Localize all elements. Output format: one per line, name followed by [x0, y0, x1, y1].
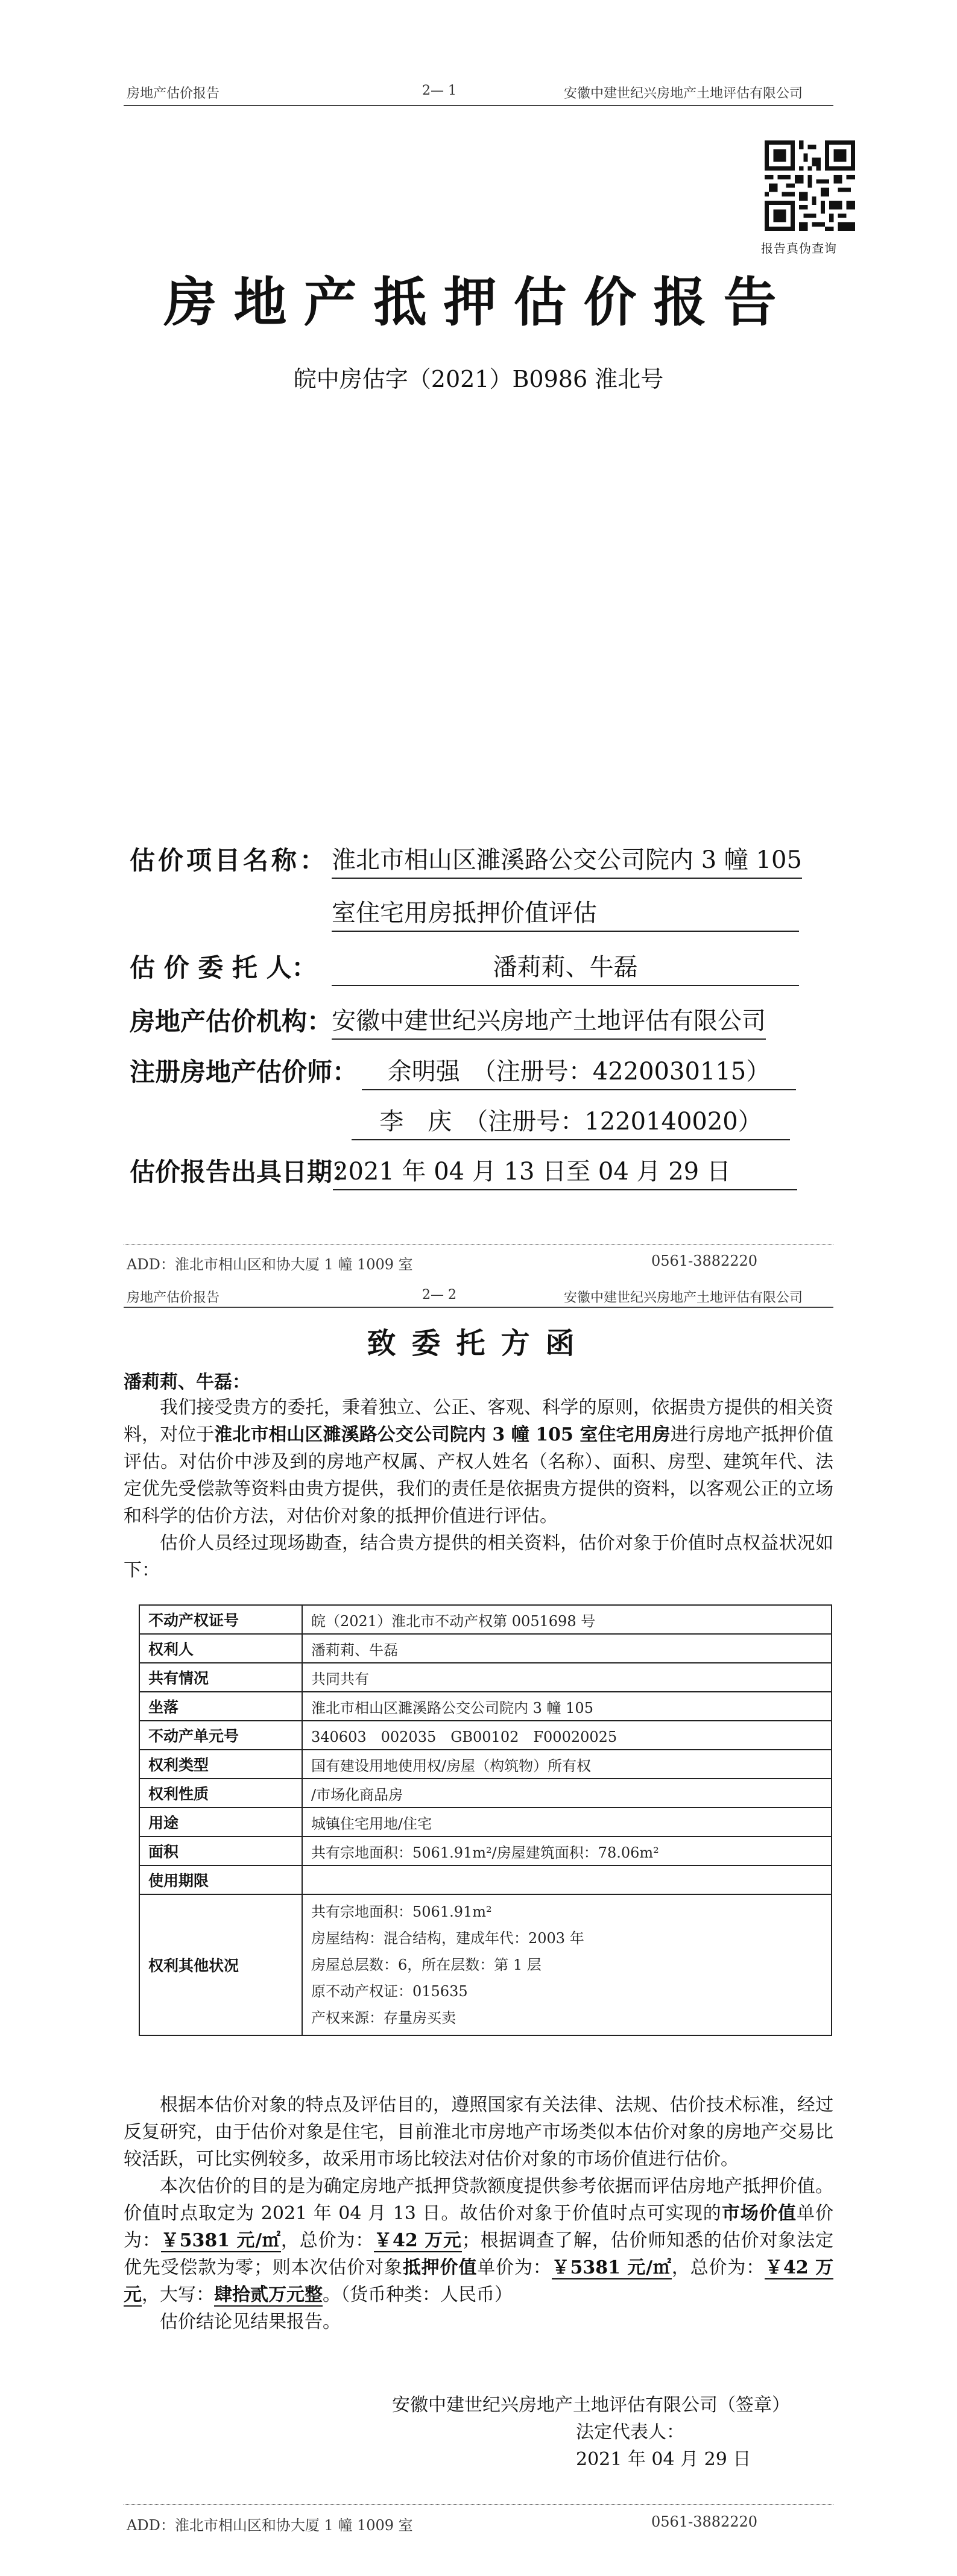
qr-label: 报告真伪查询: [761, 241, 837, 256]
table-key: 坐落: [139, 1692, 302, 1721]
total-in-words: 肆拾贰万元整: [214, 2284, 323, 2305]
project-name-label: 估价项目名称：: [130, 846, 329, 875]
table-row: [139, 1634, 832, 1663]
table-key: 不动产单元号: [139, 1721, 302, 1750]
table-key: 面积: [139, 1836, 302, 1865]
header-left: 房地产估价报告: [127, 1290, 220, 1305]
signature-representative: 法定代表人：: [576, 2422, 684, 2443]
footer-address: ADD：淮北市相山区和协大厦 1 幢 1009 室: [127, 2517, 413, 2534]
other-status-line: 共有宗地面积：5061.91m²: [311, 1903, 492, 1920]
signature-company: 安徽中建世纪兴房地产土地评估有限公司（签章）: [392, 2395, 790, 2416]
table-row: [139, 1605, 832, 1634]
body-paragraphs: [124, 2091, 833, 2336]
table-key: 权利其他状况: [139, 1894, 302, 2035]
other-status-line: 原不动产权证：015635: [311, 1983, 468, 2000]
intro-paragraph-2: 估价人员经过现场勘查，结合贵方提供的相关资料，估价对象于价值时点权益状况如下：: [124, 1533, 833, 1581]
client-value: 潘莉莉、牛磊: [332, 948, 799, 986]
header-rule: [124, 105, 833, 106]
table-value: [302, 1865, 832, 1894]
report-date-label: 估价报告出具日期：: [130, 1157, 358, 1187]
table-key: 不动产权证号: [139, 1605, 302, 1634]
market-unit-price: ￥5381 元/㎡: [160, 2230, 281, 2251]
table-key: 用途: [139, 1808, 302, 1836]
method-paragraph: 根据本估价对象的特点及评估目的，遵照国家有关法律、法规、估价技术标准，经过反复研究，由于估价对象是住宅，目前淮北市房地产市场类似本估价对象的房地产交易比较活跃，可比实例较多，故采用市场比较法对估价对象的市场价值进行估价。: [124, 2094, 833, 2170]
footer-rule: [124, 2504, 833, 2505]
appraiser-label: 注册房地产估价师：: [130, 1057, 358, 1087]
salutation: 潘莉莉、牛磊：: [124, 1372, 250, 1393]
table-key: 使用期限: [139, 1865, 302, 1894]
report-date-value: 2021 年 04 月 13 日至 04 月 29 日: [333, 1152, 797, 1190]
signature-date: 2021 年 04 月 29 日: [576, 2449, 751, 2470]
intro-paragraph-1: 我们接受贵方的委托，秉着独立、公正、客观、科学的原则，依据贵方提供的相关资料，对位于淮北市相山区濉溪路公交公司院内 3 幢 105 室住宅用房进行房地产抵押价值评估。对估价中涉及到的房地产权属、产权人姓名（名称）、面积、房型、建筑年代、法定优先受偿款等资料由贵方提供，我们的责任是依据贵方提供的资料，以客观公正的立场和科学的估价方法，对估价对象的抵押价值进行评估。: [124, 1397, 834, 1527]
appraiser-1: 余明强 （注册号：4220030115）: [362, 1052, 796, 1090]
table-row: [139, 1750, 832, 1779]
table-row: [139, 1692, 832, 1721]
table-key: 权利人: [139, 1634, 302, 1663]
header-rule: [124, 1307, 833, 1308]
rights-table: [139, 1604, 832, 2036]
table-row: [139, 1808, 832, 1836]
table-row-other-status: [139, 1894, 832, 2035]
appraisal-org-label: 房地产估价机构：: [130, 1007, 333, 1036]
project-name-line2: 室住宅用房抵押价值评估: [332, 894, 799, 932]
header-page-number: 2— 2: [422, 1287, 456, 1302]
table-row: [139, 1836, 832, 1865]
mortgage-total-price: ￥42 万元: [124, 2257, 834, 2305]
property-address-bold: 淮北市相山区濉溪路公交公司院内 3 幢 105 室住宅用房: [214, 1424, 671, 1445]
table-row: [139, 1779, 832, 1808]
table-value: 潘莉莉、牛磊: [302, 1634, 832, 1663]
other-status-cell: [302, 1894, 832, 2035]
table-row: [139, 1721, 832, 1750]
table-value: 城镇住宅用地/住宅: [302, 1808, 832, 1836]
value-paragraph: 本次估价的目的是为确定房地产抵押贷款额度提供参考依据而评估房地产抵押价值。价值时点取定为 2021 年 04 月 13 日。故估价对象于价值时点可实现的市场价值单价为：￥5381 元/㎡，总价为：￥42 万元；根据调查了解，估价师知悉的估价对象法定优先受偿款为零；则本次估价对象抵押价值单价为：￥5381 元/㎡，总价为：￥42 万元，大写：肆拾贰万元整。（货币种类：人民币）: [124, 2176, 834, 2305]
table-row: [139, 1663, 832, 1692]
table-key: 共有情况: [139, 1663, 302, 1692]
other-status-line: 房屋结构：混合结构，建成年代：2003 年: [311, 1930, 584, 1947]
table-value: 共有宗地面积：5061.91m²/房屋建筑面积：78.06m²: [302, 1836, 832, 1865]
appraisal-org-value: 安徽中建世纪兴房地产土地评估有限公司: [332, 1002, 766, 1040]
page-title: 房地产抵押估价报告: [163, 271, 794, 333]
qr-code-icon[interactable]: [765, 140, 855, 231]
table-value: 淮北市相山区濉溪路公交公司院内 3 幢 105: [302, 1692, 832, 1721]
report-number: 皖中房估字（2021）B0986 淮北号: [293, 366, 664, 392]
mortgage-unit-price: ￥5381 元/㎡: [551, 2257, 672, 2278]
header-right: 安徽中建世纪兴房地产土地评估有限公司: [564, 1290, 803, 1305]
appraiser-2: 李 庆 （注册号：1220140020）: [352, 1102, 790, 1140]
project-name-line1: 淮北市相山区濉溪路公交公司院内 3 幢 105: [332, 841, 802, 879]
other-status-line: 房屋总层数：6，所在层数：第 1 层: [311, 1956, 542, 1973]
footer-phone: 0561-3882220: [651, 2513, 758, 2530]
conclusion-paragraph: 估价结论见结果报告。: [160, 2311, 341, 2333]
table-key: 权利类型: [139, 1750, 302, 1779]
table-value: 共同共有: [302, 1663, 832, 1692]
footer-rule: [124, 1244, 833, 1245]
client-label: 估 价 委 托 人：: [130, 953, 317, 982]
table-value: /市场化商品房: [302, 1779, 832, 1808]
table-value: 国有建设用地使用权/房屋（构筑物）所有权: [302, 1750, 832, 1779]
footer-phone: 0561-3882220: [651, 1252, 758, 1269]
header-left: 房地产估价报告: [127, 86, 220, 101]
other-status-line: 产权来源：存量房买卖: [311, 2009, 456, 2026]
market-total-price: ￥42 万元: [374, 2230, 462, 2251]
table-value: 340603 002035 GB00102 F00020025: [302, 1721, 832, 1750]
intro-paragraphs: [124, 1394, 833, 1584]
header-page-number: 2— 1: [422, 83, 456, 98]
table-value: 皖（2021）淮北市不动产权第 0051698 号: [302, 1605, 832, 1634]
table-key: 权利性质: [139, 1779, 302, 1808]
footer-address: ADD：淮北市相山区和协大厦 1 幢 1009 室: [127, 1256, 413, 1273]
table-row: [139, 1865, 832, 1894]
header-right: 安徽中建世纪兴房地产土地评估有限公司: [564, 86, 803, 101]
letter-title: 致委托方函: [367, 1327, 590, 1360]
